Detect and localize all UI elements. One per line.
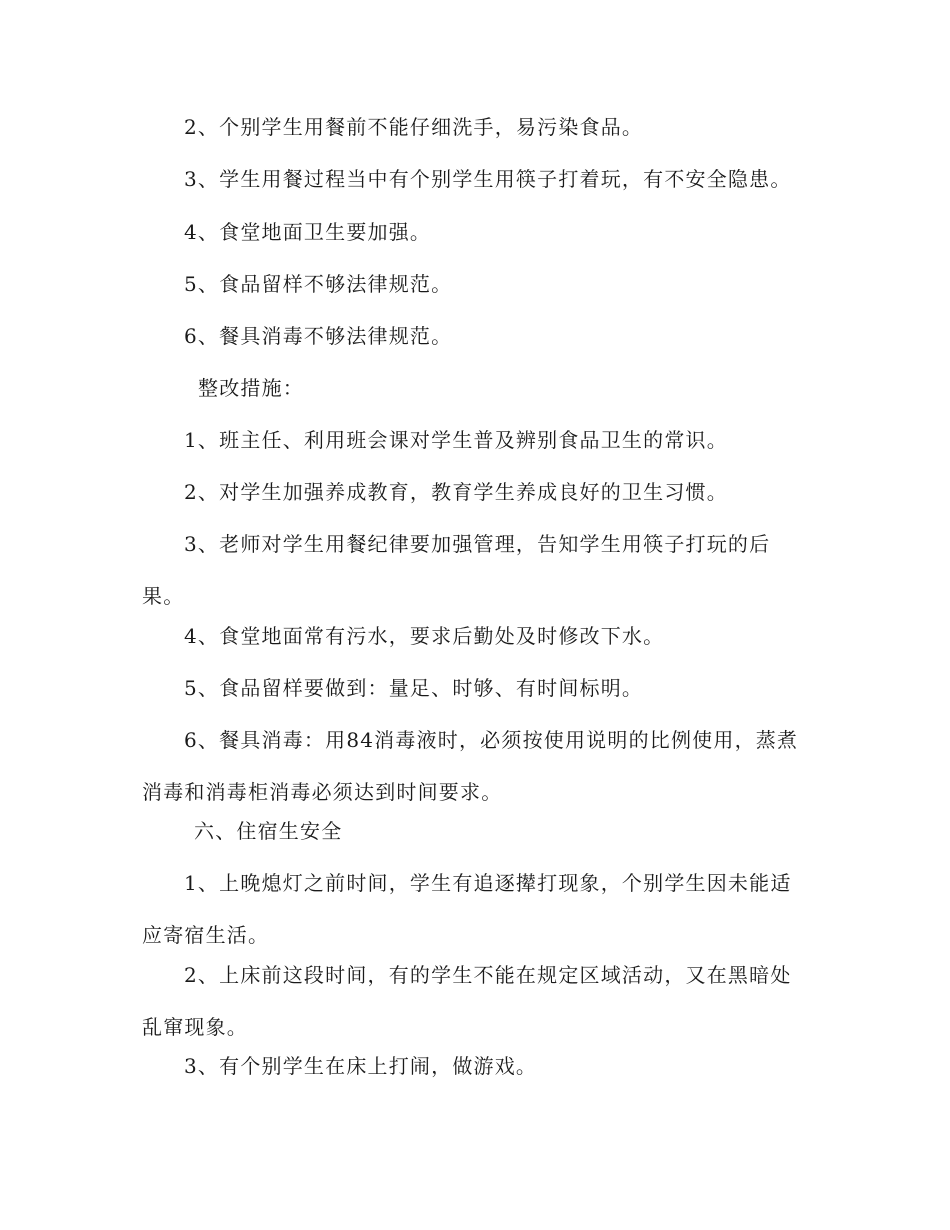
paragraph: 2、对学生加强养成教育，教育学生养成良好的卫生习惯。 — [184, 480, 728, 504]
paragraph: 1、班主任、利用班会课对学生普及辨别食品卫生的常识。 — [184, 428, 728, 452]
paragraph: 4、食堂地面常有污水，要求后勤处及时修改下水。 — [184, 624, 665, 648]
paragraph: 5、食品留样要做到：量足、时够、有时间标明。 — [184, 676, 644, 700]
section-heading: 整改措施： — [198, 376, 304, 400]
paragraph: 3、老师对学生用餐纪律要加强管理，告知学生用筷子打玩的后果。 — [142, 532, 771, 608]
paragraph: 4、食堂地面卫生要加强。 — [184, 220, 432, 244]
paragraph: 6、餐具消毒：用84消毒液时，必须按使用说明的比例使用，蒸煮消毒和消毒柜消毒必须达到时间要求。 — [142, 728, 799, 804]
paragraph: 3、有个别学生在床上打闹，做游戏。 — [184, 1054, 538, 1078]
paragraph: 5、食品留样不够法律规范。 — [184, 272, 453, 296]
paragraph: 2、个别学生用餐前不能仔细洗手，易污染食品。 — [184, 115, 644, 139]
paragraph: 3、学生用餐过程当中有个别学生用筷子打着玩，有不安全隐患。 — [184, 167, 792, 191]
paragraph: 6、餐具消毒不够法律规范。 — [184, 324, 453, 348]
section-heading: 六、住宿生安全 — [194, 819, 343, 843]
paragraph: 2、上床前这段时间，有的学生不能在规定区域活动，又在黑暗处乱窜现象。 — [142, 963, 792, 1039]
paragraph: 1、上晚熄灯之前时间，学生有追逐撵打现象，个别学生因未能适应寄宿生活。 — [142, 871, 792, 947]
